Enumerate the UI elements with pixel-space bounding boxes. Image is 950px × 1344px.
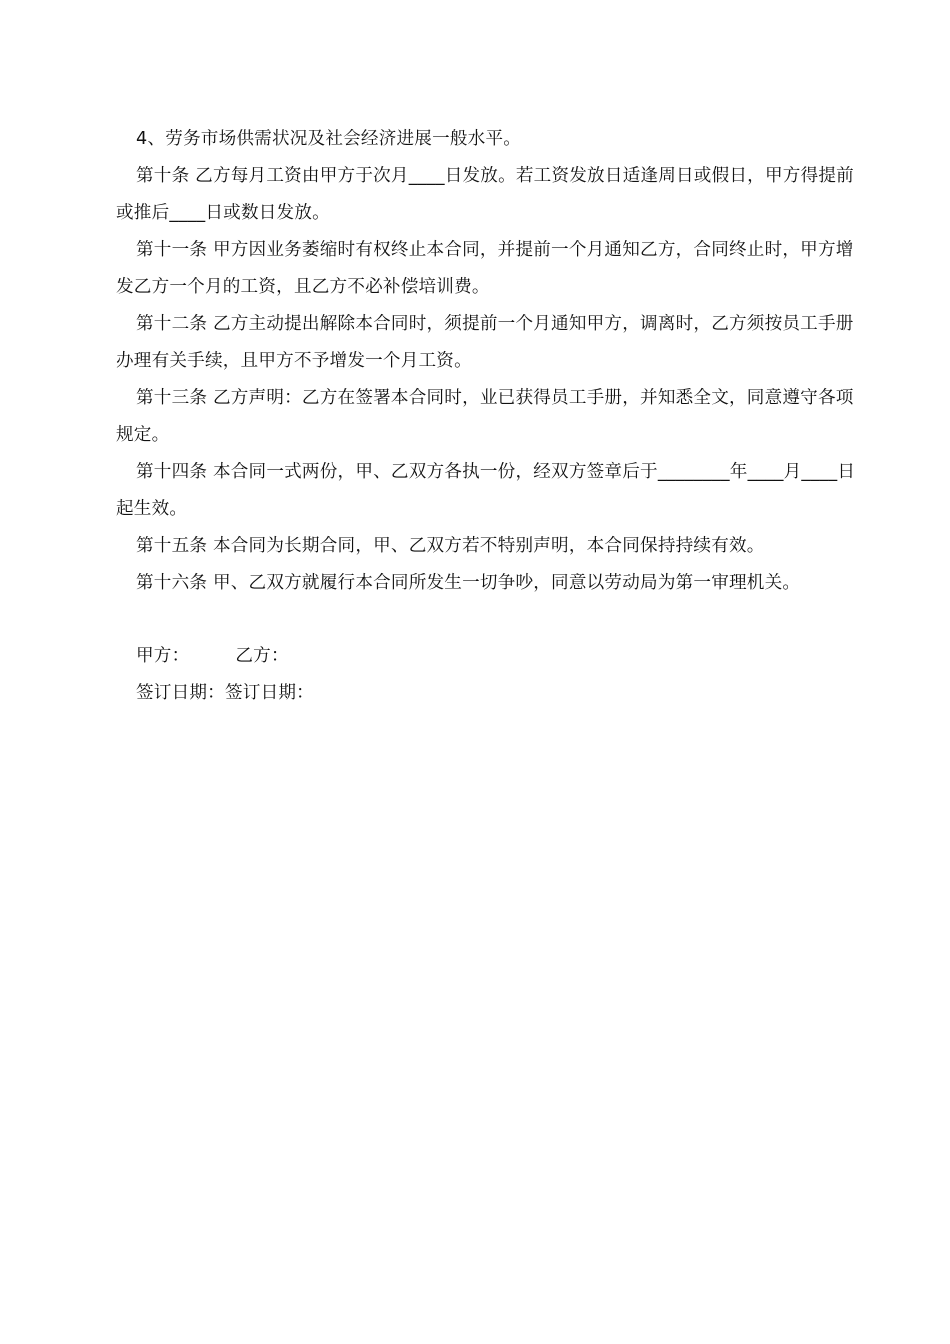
clause-14: 第十四条 本合同一式两份，甲、乙双方各执一份，经双方签章后于________年____月____日起生效。	[116, 462, 856, 519]
signature-spacing	[116, 602, 856, 638]
clause-16: 第十六条 甲、乙双方就履行本合同所发生一切争吵，同意以劳动局为第一审理机关。	[136, 573, 801, 593]
clause-15: 第十五条 本合同为长期合同，甲、乙双方若不特别声明，本合同保持持续有效。	[136, 536, 765, 556]
date-b-label: 签订日期：	[224, 683, 314, 703]
signature-party-line	[116, 638, 856, 675]
clause-11: 第十一条 甲方因业务萎缩时有权终止本合同，并提前一个月通知乙方，合同终止时，甲方增发乙方一个月的工资，且乙方不必补偿培训费。	[116, 240, 854, 297]
party-a-label: 甲方：	[136, 646, 190, 666]
clause-10: 第十条 乙方每月工资由甲方于次月____日发放。若工资发放日适逢周日或假日，甲方得提前或推后____日或数日发放。	[116, 166, 854, 223]
party-b-label: 乙方：	[235, 646, 289, 666]
date-a-label: 签订日期：	[136, 683, 225, 703]
signature-date-line	[116, 675, 856, 712]
clause-item-4: 4、劳务市场供需状况及社会经济进展一般水平。	[136, 129, 522, 149]
contract-body	[116, 121, 856, 712]
clause-12: 第十二条 乙方主动提出解除本合同时，须提前一个月通知甲方，调离时，乙方须按员工手册办理有关手续，且甲方不予增发一个月工资。	[116, 314, 854, 371]
clause-13: 第十三条 乙方声明：乙方在签署本合同时，业已获得员工手册，并知悉全文，同意遵守各项规定。	[116, 388, 854, 445]
